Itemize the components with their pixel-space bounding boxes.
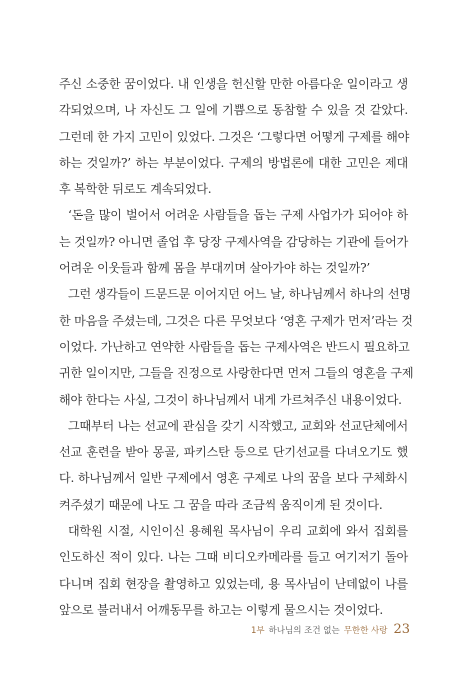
text-line: 어려운 이웃들과 함께 몸을 부대끼며 살아가야 하는 것일까?’ — [59, 261, 371, 276]
footer-title-prefix: 하나님의 조건 없는 — [268, 626, 340, 636]
text-line: 각되었으며, 나 자신도 그 일에 기쁨으로 동참할 수 있을 것 같았다. — [59, 103, 408, 118]
text-line: 그런데 한 가지 고민이 있었다. 그것은 ‘그렇다면 어떻게 구제를 해야 — [59, 129, 410, 144]
text-line: 하는 것일까?’ 하는 부분이었다. 구제의 방법론에 대한 고민은 제대 — [59, 155, 408, 170]
page-footer — [251, 622, 410, 640]
text-line: 그때부터 나는 선교에 관심을 갖기 시작했고, 교회와 선교단체에서 — [68, 418, 408, 433]
text-line: 귀한 일이지만, 그들을 진정으로 사랑한다면 먼저 그들의 영혼을 구제 — [59, 366, 414, 381]
text-line: 후 복학한 뒤로도 계속되었다. — [59, 182, 212, 197]
text-line: 한 마음을 주셨는데, 그것은 다른 무엇보다 ‘영혼 구제가 먼저’라는 것 — [59, 313, 413, 328]
text-line: 대학원 시절, 시인이신 용혜원 목사님이 우리 교회에 와서 집회를 — [68, 524, 408, 539]
text-line: 선교 훈련을 받아 몽골, 파키스탄 등으로 단기선교를 다녀오기도 했 — [59, 445, 408, 460]
text-line: 이었다. 가난하고 연약한 사람들을 돕는 구제사역은 반드시 필요하고 — [59, 339, 410, 354]
footer-part-label: 1부 — [250, 626, 265, 636]
text-line: 그런 생각들이 드문드문 이어지던 어느 날, 하나님께서 하나의 선명 — [68, 287, 411, 302]
text-line: 켜주셨기 때문에 나도 그 꿈을 따라 조금씩 움직이게 된 것이다. — [59, 497, 383, 512]
text-line: 앞으로 불러내서 어깨동무를 하고는 이렇게 물으시는 것이었다. — [59, 602, 384, 617]
page-number: 23 — [393, 622, 410, 637]
text-line: 다. 하나님께서 일반 구제에서 영혼 구제로 나의 꿈을 보다 구체화시 — [59, 471, 408, 486]
text-line: 다니며 집회 현장을 촬영하고 있었는데, 용 목사님이 난데없이 나를 — [59, 576, 408, 591]
text-line: 주신 소중한 꿈이었다. 내 인생을 헌신할 만한 아름다운 일이라고 생 — [59, 77, 408, 91]
text-line: ‘돈을 많이 벌어서 어려운 사람들을 돕는 구제 사업가가 되어야 하 — [68, 208, 408, 223]
text-line: 인도하신 적이 있다. 나는 그때 비디오카메라를 들고 여기저기 돌아 — [59, 550, 408, 565]
footer-title-accent: 무한한 사랑 — [343, 626, 388, 636]
body-text — [59, 71, 414, 623]
text-line: 는 것일까? 아니면 졸업 후 당장 구제사역을 감당하는 기관에 들어가 — [59, 234, 409, 249]
text-line: 해야 한다는 사실, 그것이 하나님께서 내게 가르쳐주신 내용이었다. — [59, 392, 402, 407]
